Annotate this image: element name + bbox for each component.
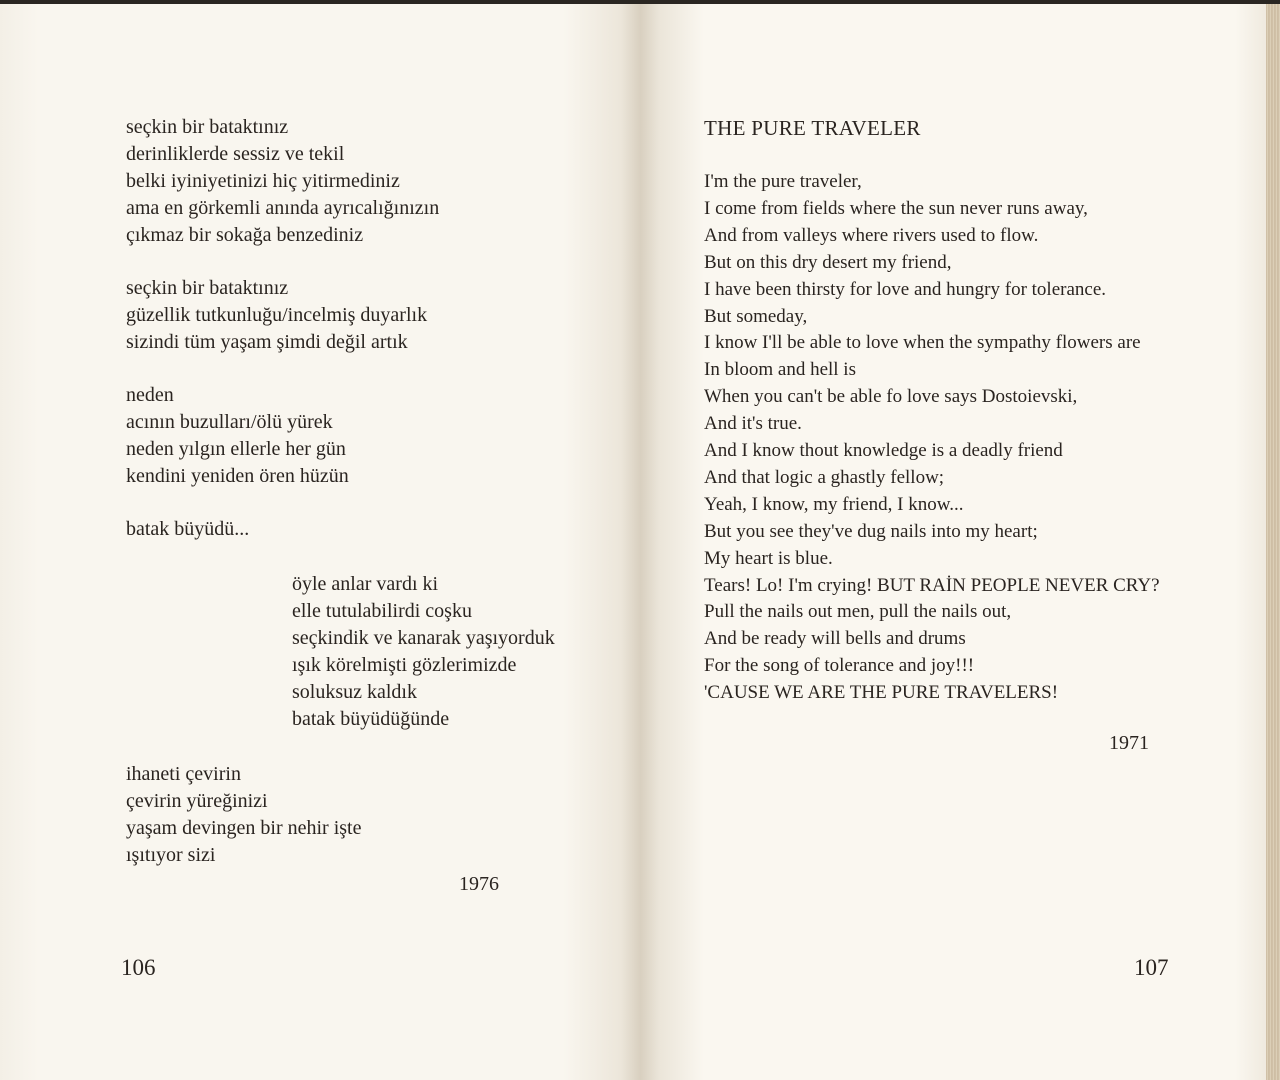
poem-line: derinliklerde sessiz ve tekil [126,143,345,165]
poem-line: And be ready will bells and drums [704,628,966,649]
poem-line: ışıtıyor sizi [126,844,216,866]
poem-line: And from valleys where rivers used to flow. [704,225,1039,246]
poem-line: I know I'll be able to love when the sympathy flowers are [704,332,1141,353]
poem-title: THE PURE TRAVELER [704,116,921,140]
poem-line: çıkmaz bir sokağa benzediniz [126,224,364,246]
poem-line: But someday, [704,306,808,327]
page-number-left: 106 [121,955,156,980]
poem-line: soluksuz kaldık [292,681,417,703]
poem-line: batak büyüdü... [126,518,250,540]
poem-line: For the song of tolerance and joy!!! [704,655,975,676]
poem-line: ışık körelmişti gözlerimizde [292,654,517,676]
poem-line: And I know thout knowledge is a deadly friend [704,440,1063,461]
page-number-right: 107 [1134,955,1169,980]
poem-line: 'CAUSE WE ARE THE PURE TRAVELERS! [704,682,1059,703]
poem-line: And that logic a ghastly fellow; [704,467,945,488]
poem-line: Tears! Lo! I'm crying! BUT RAİN PEOPLE NEVER CRY? [704,575,1160,596]
poem-line: neden [126,384,174,406]
right-page [640,4,1280,1080]
poem-line: yaşam devingen bir nehir işte [126,817,362,839]
left-page [0,4,640,1080]
poem-line: But you see they've dug nails into my heart; [704,521,1038,542]
poem-line: When you can't be able fo love says Dostoievski, [704,386,1078,407]
poem-line: I'm the pure traveler, [704,171,862,192]
poem-line: seçkindik ve kanarak yaşıyorduk [292,627,555,649]
open-book [0,4,1280,1080]
poem-line: Pull the nails out men, pull the nails out, [704,601,1012,622]
left-poem-year: 1976 [459,873,499,895]
poem-line: belki iyiniyetinizi hiç yitirmediniz [126,170,400,192]
poem-line: But on this dry desert my friend, [704,252,952,273]
right-poem-year: 1971 [1109,732,1149,754]
poem-line: My heart is blue. [704,548,833,569]
poem-line: seçkin bir bataktınız [126,277,289,299]
poem-line: elle tutulabilirdi coşku [292,600,472,622]
poem-line: acının buzulları/ölü yürek [126,411,333,433]
poem-line: sizindi tüm yaşam şimdi değil artık [126,331,408,353]
poem-line: seçkin bir bataktınız [126,116,289,138]
page-edges [1266,4,1280,1080]
poem-line: kendini yeniden ören hüzün [126,465,349,487]
poem-line: çevirin yüreğinizi [126,790,268,812]
poem-line: Yeah, I know, my friend, I know... [704,494,964,515]
poem-line: ihaneti çevirin [126,763,241,785]
poem-line: neden yılgın ellerle her gün [126,438,346,460]
poem-line: ama en görkemli anında ayrıcalığınızın [126,197,440,219]
poem-line: güzellik tutkunluğu/incelmiş duyarlık [126,304,428,326]
poem-line: In bloom and hell is [704,359,856,380]
poem-line: And it's true. [704,413,802,434]
poem-line: öyle anlar vardı ki [292,573,439,595]
poem-line: I have been thirsty for love and hungry for tolerance. [704,279,1107,300]
poem-line: I come from fields where the sun never runs away, [704,198,1088,219]
poem-line: batak büyüdüğünde [292,708,450,730]
